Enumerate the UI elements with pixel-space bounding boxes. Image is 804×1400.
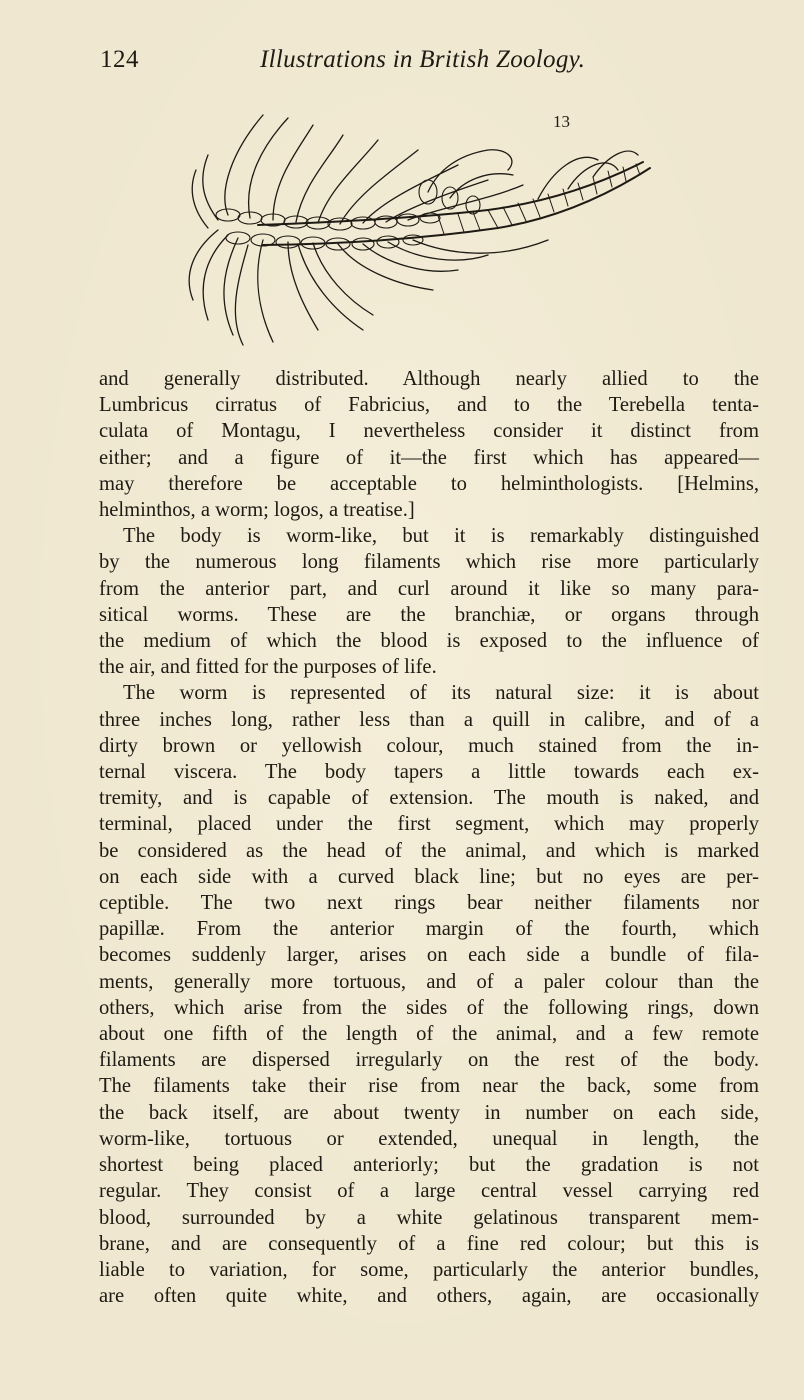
text-line: about one fifth of the length of the animal, and a few remote bbox=[99, 1023, 759, 1046]
text-line: shortest being placed anteriorly; but the gradation is not bbox=[99, 1154, 759, 1177]
text-line: liable to variation, for some, particularly the anterior bundles, bbox=[99, 1258, 759, 1281]
text-line: may therefore be acceptable to helminthologists. [Helmins, bbox=[99, 472, 759, 495]
running-title: Illustrations in British Zoology. bbox=[260, 46, 586, 73]
body-text bbox=[99, 366, 759, 1309]
paragraph-2 bbox=[99, 523, 759, 680]
text-line: terminal, placed under the first segment, which may properly bbox=[99, 813, 759, 836]
text-line: tremity, and is capable of extension. The mouth is naked, and bbox=[99, 787, 759, 810]
worm-figure bbox=[188, 110, 668, 350]
worm-illustration bbox=[188, 110, 668, 350]
paragraph-1 bbox=[99, 366, 759, 523]
text-line: becomes suddenly larger, arises on each side a bundle of fila- bbox=[99, 944, 759, 967]
text-line: Lumbricus cirratus of Fabricius, and to the Terebella tenta- bbox=[99, 394, 759, 417]
text-line: three inches long, rather less than a quill in calibre, and of a bbox=[99, 708, 759, 731]
text-line: and generally distributed. Although nearly allied to the bbox=[99, 368, 759, 390]
text-line: ceptible. The two next rings bear neither filaments nor bbox=[99, 892, 759, 915]
paragraph-3 bbox=[99, 680, 759, 1309]
text-line: are often quite white, and others, again, are occasionally bbox=[99, 1285, 759, 1308]
text-line: from the anterior part, and curl around it like so many para- bbox=[99, 577, 759, 600]
text-line: The filaments take their rise from near the back, some from bbox=[99, 1075, 759, 1098]
text-line: ments, generally more tortuous, and of a paler colour than the bbox=[99, 970, 759, 993]
text-line: filaments are dispersed irregularly on the rest of the body. bbox=[99, 1049, 759, 1072]
text-line: the back itself, are about twenty in number on each side, bbox=[99, 1101, 759, 1124]
text-line: regular. They consist of a large central vessel carrying red bbox=[99, 1180, 759, 1203]
text-line: blood, surrounded by a white gelatinous transparent mem- bbox=[99, 1206, 759, 1229]
text-line: the air, and fitted for the purposes of life. bbox=[99, 656, 437, 679]
text-line: culata of Montagu, I nevertheless consider it distinct from bbox=[99, 420, 759, 443]
figure-number: 13 bbox=[553, 112, 570, 131]
page-header bbox=[100, 46, 760, 86]
text-line: brane, and are consequently of a fine red colour; but this is bbox=[99, 1232, 759, 1255]
text-line: others, which arise from the sides of the following rings, down bbox=[99, 996, 759, 1019]
text-line: be considered as the head of the animal, and which is marked bbox=[99, 839, 759, 862]
page-number: 124 bbox=[100, 46, 139, 73]
text-line: either; and a figure of it—the first which has appeared— bbox=[99, 446, 759, 469]
text-line: sitical worms. These are the branchiæ, or organs through bbox=[99, 603, 759, 626]
text-line: worm-like, tortuous or extended, unequal in length, the bbox=[99, 1127, 759, 1150]
text-line: helminthos, a worm; logos, a treatise.] bbox=[99, 499, 415, 522]
text-line: by the numerous long filaments which rise more particularly bbox=[99, 551, 759, 574]
text-line: papillæ. From the anterior margin of the fourth, which bbox=[99, 918, 759, 941]
text-line: dirty brown or yellowish colour, much stained from the in- bbox=[99, 734, 759, 757]
text-line: on each side with a curved black line; but no eyes are per- bbox=[99, 865, 759, 888]
text-line: The body is worm-like, but it is remarkably distinguished bbox=[123, 525, 759, 548]
text-line: the medium of which the blood is exposed to the influence of bbox=[99, 630, 759, 653]
text-line: The worm is represented of its natural size: it is about bbox=[123, 682, 759, 705]
text-line: ternal viscera. The body tapers a little towards each ex- bbox=[99, 761, 759, 784]
